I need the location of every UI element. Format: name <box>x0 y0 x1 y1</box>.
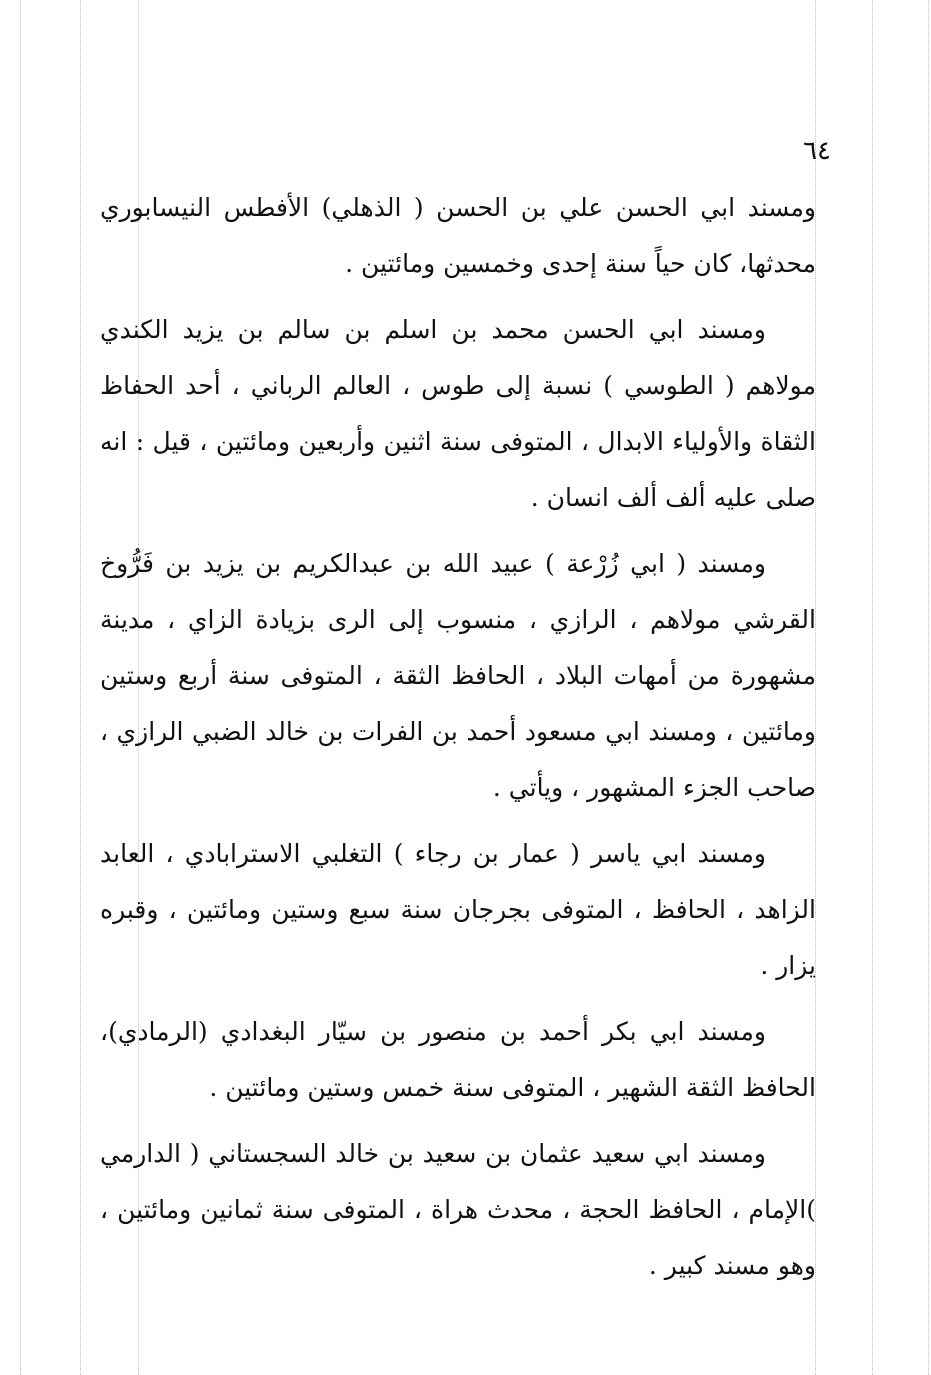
margin-guide-line <box>80 0 81 1375</box>
paragraph: ومسند ابي الحسن محمد بن اسلم بن سالم بن يزيد الكندي مولاهم ( الطوسي ) نسبة إلى طوس ، العالم الرباني ، أحد الحفاظ الثقاة والأولياء الابدال ، المتوفى سنة اثنين وأربعين ومائتين ، قيل : انه صلى عليه ألف ألف انسان . <box>100 315 816 512</box>
paragraph: ومسند ابي سعيد عثمان بن سعيد بن خالد السجستاني ( الدارمي )الإمام ، الحافظ الحجة ، محدث هراة ، المتوفى سنة ثمانين ومائتين ، وهو مسند كبير . <box>100 1139 816 1280</box>
paragraph: ومسند ابي الحسن علي بن الحسن ( الذهلي) الأفطس النيسابوري محدثها، كان حياً سنة إحدى وخمسين ومائتين . <box>100 193 816 278</box>
margin-guide-line <box>928 0 929 1375</box>
paragraph: ومسند ابي ياسر ( عمار بن رجاء ) التغلبي الاسترابادي ، العابد الزاهد ، الحافظ ، المتوفى بجرجان سنة سبع وستين ومائتين ، وقبره يزار . <box>100 839 816 980</box>
paragraph: ومسند ( ابي زُرْعة ) عبيد الله بن عبدالكريم بن يزيد بن فَرُّوخ القرشي مولاهم ، الرازي ، منسوب إلى الرى بزيادة الزاي ، مدينة مشهورة من أمهات البلاد ، الحافظ الثقة ، المتوفى سنة أربع وستين ومائتين ، ومسند ابي مسعود أحمد بن الفرات بن خالد الضبي الرازي ، صاحب الجزء المشهور ، ويأتي . <box>100 549 816 802</box>
margin-guide-line <box>20 0 21 1375</box>
page-body <box>100 180 816 1304</box>
margin-guide-line <box>872 0 873 1375</box>
paragraph: ومسند ابي بكر أحمد بن منصور بن سيّار البغدادي (الرمادي)، الحافظ الثقة الشهير ، المتوفى سنة خمس وستين ومائتين . <box>100 1017 816 1102</box>
page-number: ٦٤ <box>803 136 831 166</box>
